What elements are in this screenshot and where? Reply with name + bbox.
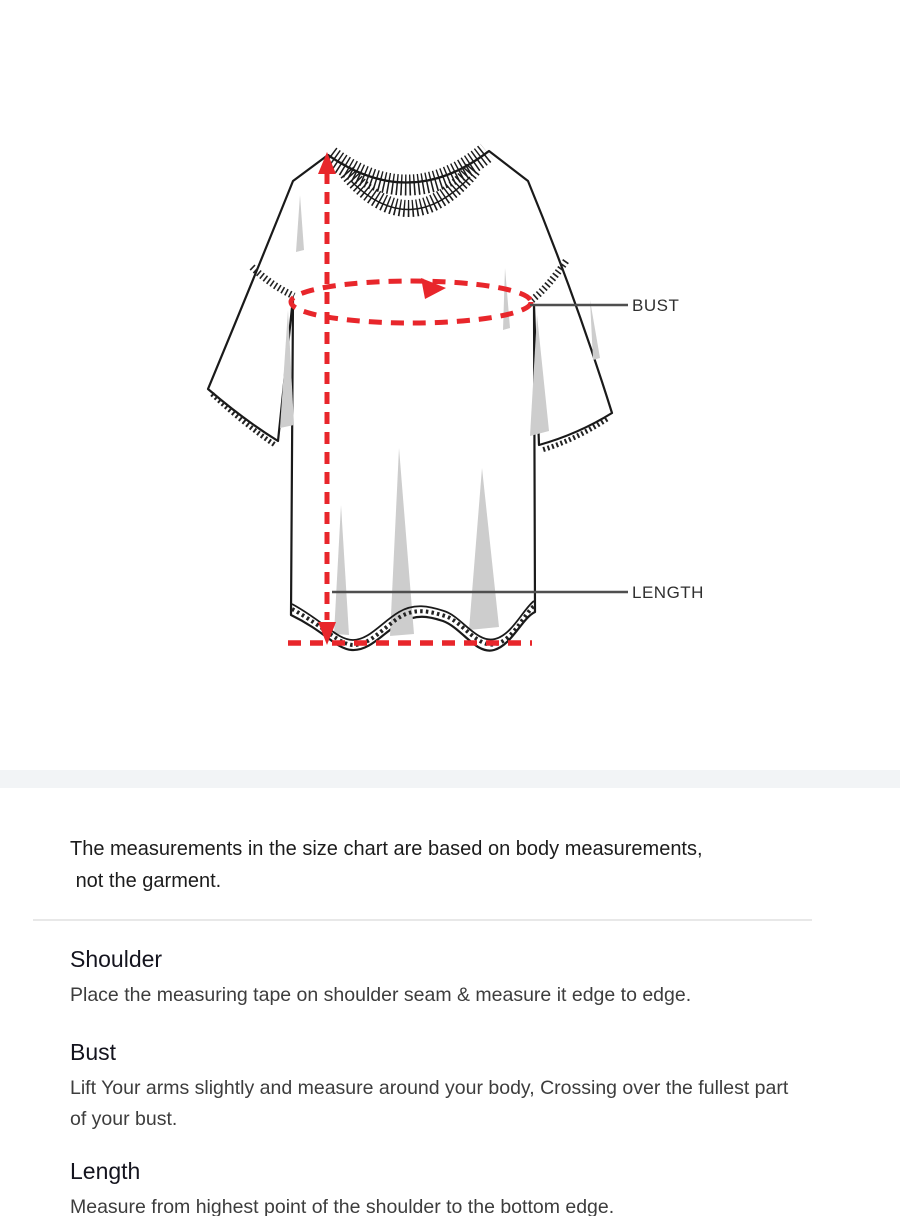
tshirt-outline — [208, 151, 612, 651]
size-note-line2: not the garment. — [70, 870, 222, 892]
section-length — [70, 1160, 790, 1216]
length-label: LENGTH — [632, 583, 704, 602]
length-heading: Length — [70, 1158, 141, 1184]
section-separator-band — [0, 770, 900, 788]
shoulder-description: Place the measuring tape on shoulder seam & measure it edge to edge. — [70, 984, 692, 1006]
length-description: Measure from highest point of the shoulder to the bottom edge. — [70, 1196, 615, 1216]
bust-heading: Bust — [70, 1039, 117, 1065]
size-note-line1: The measurements in the size chart are based on body measurements, — [70, 838, 703, 860]
bust-label: BUST — [632, 296, 680, 315]
section-bust — [70, 1041, 790, 1135]
shoulder-heading: Shoulder — [70, 946, 163, 972]
divider-line — [33, 919, 812, 921]
section-shoulder — [70, 948, 790, 1011]
bust-description: Lift Your arms slightly and measure around your body, Crossing over the fullest part of your bust. — [70, 1077, 789, 1130]
size-note — [70, 833, 830, 897]
